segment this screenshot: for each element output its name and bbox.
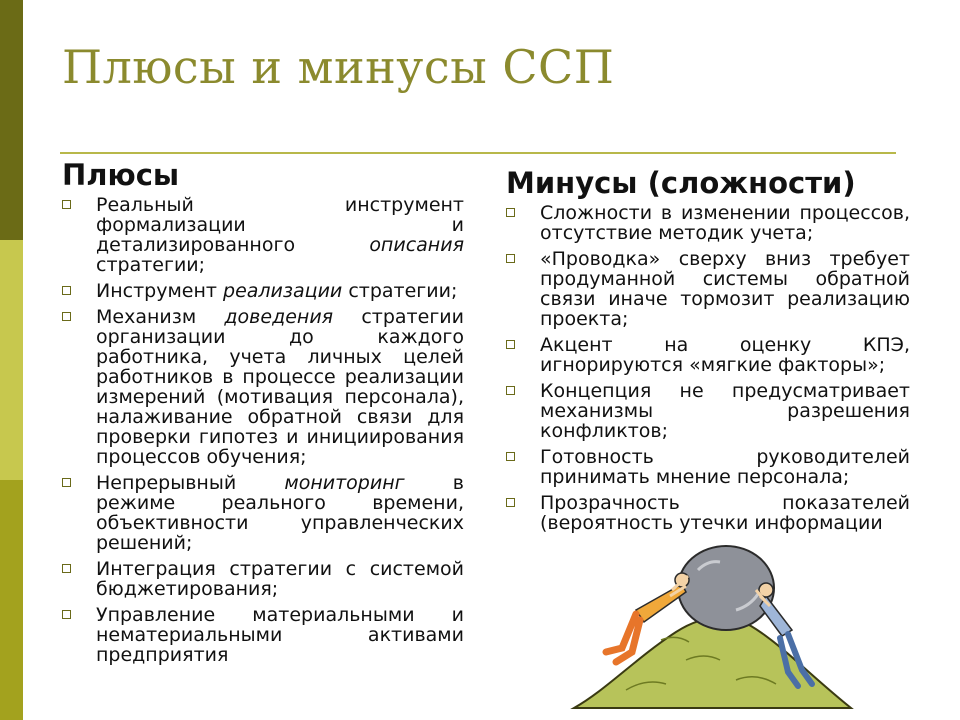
people-pushing-boulder-uphill-icon bbox=[566, 540, 856, 720]
slide-title: Плюсы и минусы ССП bbox=[62, 40, 615, 94]
cons-item: Прозрачность показателей (вероятность утечки информации bbox=[506, 493, 910, 533]
pros-heading: Плюсы bbox=[62, 158, 180, 192]
cons-item: «Проводка» сверху вниз требует продуманной системы обратной связи иначе тормозит реализацию проекта; bbox=[506, 249, 910, 329]
cons-item: Сложности в изменении процессов, отсутствие методик учета; bbox=[506, 203, 910, 243]
bullet-icon bbox=[62, 564, 71, 573]
pros-item: Механизм доведения стратегии организации до каждого работника, учета личных целей работников в процессе реализации измерений (мотивация персонала), налаживание обратной связи для проверки гипотез и инициирования процессов обучения; bbox=[62, 307, 464, 467]
bullet-icon bbox=[62, 312, 71, 321]
side-strip-bottom bbox=[0, 480, 23, 720]
pros-item: Управление материальными и нематериальными активами предприятия bbox=[62, 605, 464, 665]
bullet-icon bbox=[62, 200, 71, 209]
pros-item: Реальный инструмент формализации и детализированного описания стратегии; bbox=[62, 195, 464, 275]
side-strip-middle bbox=[0, 240, 23, 480]
bullet-icon bbox=[506, 498, 515, 507]
bullet-icon bbox=[506, 254, 515, 263]
cons-item: Акцент на оценку КПЭ, игнорируются «мягкие факторы»; bbox=[506, 335, 910, 375]
bullet-icon bbox=[62, 286, 71, 295]
bullet-icon bbox=[506, 452, 515, 461]
title-divider bbox=[60, 152, 896, 154]
bullet-icon bbox=[506, 208, 515, 217]
pros-item: Инструмент реализации стратегии; bbox=[62, 281, 464, 301]
bullet-icon bbox=[62, 478, 71, 487]
bullet-icon bbox=[506, 340, 515, 349]
pros-item: Интеграция стратегии с системой бюджетирования; bbox=[62, 559, 464, 599]
cons-list bbox=[506, 203, 910, 539]
cons-item: Концепция не предусматривает механизмы разрешения конфликтов; bbox=[506, 381, 910, 441]
bullet-icon bbox=[506, 386, 515, 395]
left-figure-legs bbox=[606, 614, 640, 662]
cons-item: Готовность руководителей принимать мнение персонала; bbox=[506, 447, 910, 487]
side-strip-top bbox=[0, 0, 23, 240]
bullet-icon bbox=[62, 610, 71, 619]
cons-heading: Минусы (сложности) bbox=[506, 166, 856, 200]
pros-list bbox=[62, 195, 464, 671]
pros-item: Непрерывный мониторинг в режиме реального времени, объективности управленческих решений; bbox=[62, 473, 464, 553]
